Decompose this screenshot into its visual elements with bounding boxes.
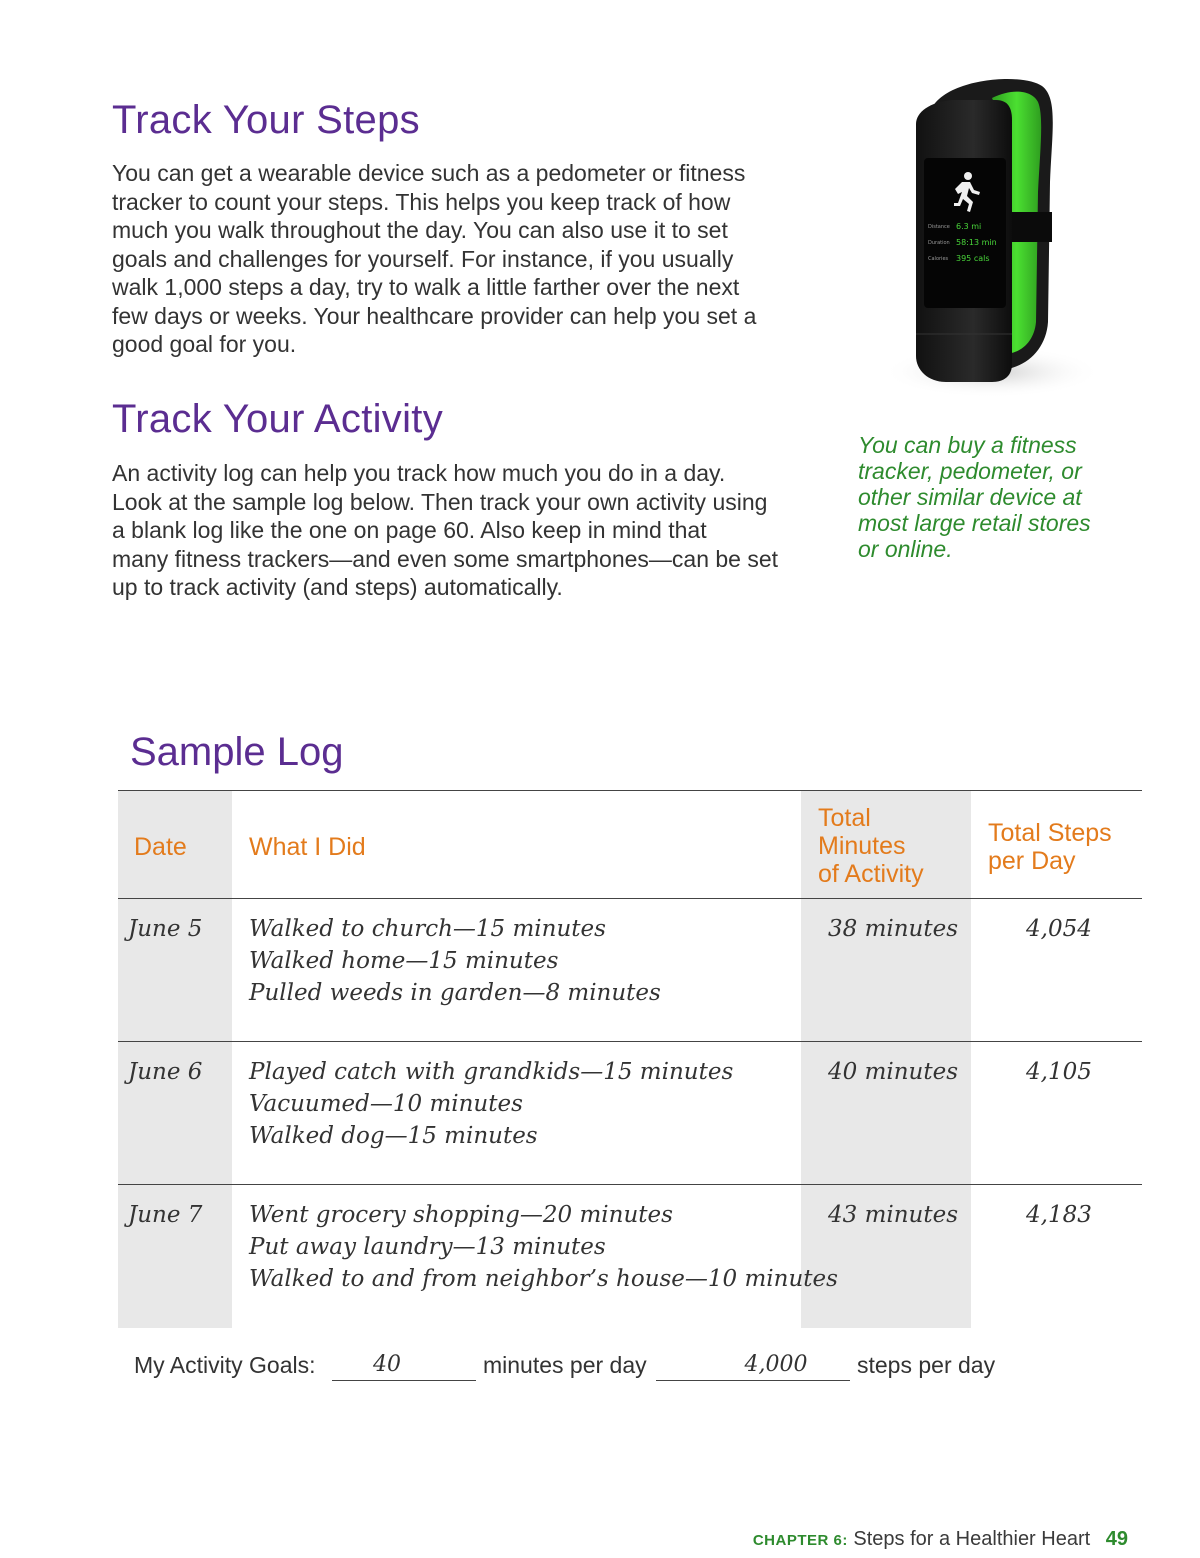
text-line: An activity log can help you track how much you do in a day. — [112, 460, 726, 486]
caption-line: most large retail stores — [858, 510, 1091, 536]
sample-log-title: Sample Log — [130, 730, 344, 774]
steps-goal-line — [656, 1380, 850, 1381]
header-what-i-did: What I Did — [249, 833, 366, 861]
text-line: walk 1,000 steps a day, try to walk a little farther over the next — [112, 274, 740, 300]
steps-goal-value: 4,000 — [744, 1352, 808, 1377]
text-line: Look at the sample log below. Then track your own activity using — [112, 488, 768, 515]
caption-line: tracker, pedometer, or — [858, 458, 1082, 484]
caption-line: or online. — [858, 536, 953, 562]
page-number: 49 — [1105, 1528, 1128, 1550]
caption-line: You can buy a fitness — [858, 432, 1077, 458]
header-date: Date — [134, 833, 187, 861]
footer-title: Steps for a Healthier Heart — [853, 1528, 1091, 1550]
activity-goals — [134, 1352, 1034, 1386]
footer-chapter: CHAPTER 6: — [752, 1532, 848, 1549]
text-line: few days or weeks. Your healthcare provider can help you set a — [112, 302, 757, 329]
row-total-minutes: 40 minutes — [828, 1059, 959, 1085]
table-header-row — [118, 790, 1142, 898]
text-line: tracker to count your steps. This helps you keep track of how — [112, 188, 731, 215]
fitness-tracker-image — [872, 72, 1104, 422]
caption-line: other similar device at — [858, 484, 1082, 510]
steps-suffix: steps per day — [857, 1352, 996, 1378]
distance-value: 6.3 mi — [956, 222, 982, 231]
header-total-steps: Total Steps per Day — [988, 819, 1112, 875]
row-date: June 5 — [128, 916, 203, 942]
page-footer — [753, 1528, 1128, 1551]
table-row — [118, 1184, 1142, 1328]
calories-label: Calories — [928, 256, 949, 262]
row-activities: Went grocery shopping—20 minutes Put away laundry—13 minutes Walked to and from neighbor’s house—10 minutes — [249, 1202, 838, 1292]
row-total-minutes: 38 minutes — [828, 916, 959, 942]
row-activities: Walked to church—15 minutes Walked home—15 minutes Pulled weeds in garden—8 minutes — [249, 916, 661, 1006]
row-total-steps: 4,183 — [1026, 1202, 1092, 1228]
text-line: a blank log like the one on page 60. Also keep in mind that — [112, 517, 707, 543]
row-total-minutes: 43 minutes — [828, 1202, 959, 1228]
text-line: many fitness trackers—and even some smartphones—can be set — [112, 545, 779, 572]
row-total-steps: 4,054 — [1026, 916, 1092, 942]
image-caption — [858, 432, 1118, 562]
table-row — [118, 1041, 1142, 1184]
row-date: June 6 — [128, 1059, 203, 1085]
paragraph-track-steps — [112, 159, 792, 359]
text-line: You can get a wearable device such as a pedometer or fitness — [112, 160, 746, 186]
text-line: good goal for you. — [112, 331, 297, 357]
duration-label: Duration — [928, 240, 950, 246]
row-date: June 7 — [128, 1202, 203, 1228]
minutes-suffix: minutes per day — [483, 1352, 647, 1378]
row-total-steps: 4,105 — [1026, 1059, 1092, 1085]
header-total-minutes: Total Minutes of Activity — [818, 804, 924, 888]
minutes-goal-line — [332, 1380, 476, 1381]
heading-track-activity: Track Your Activity — [112, 397, 444, 441]
goals-label: My Activity Goals: — [134, 1352, 316, 1378]
table-row — [118, 898, 1142, 1041]
minutes-goal-value: 40 — [373, 1352, 401, 1377]
distance-label: Distance — [928, 224, 950, 230]
text-line: goals and challenges for yourself. For instance, if you usually — [112, 245, 734, 272]
row-activities: Played catch with grandkids—15 minutes Vacuumed—10 minutes Walked dog—15 minutes — [249, 1059, 734, 1149]
duration-value: 58:13 min — [956, 238, 997, 247]
sample-log-table — [118, 790, 1142, 1328]
heading-track-steps: Track Your Steps — [112, 98, 420, 142]
text-line: much you walk throughout the day. You can also use it to set — [112, 217, 728, 243]
fitness-tracker-illustration — [872, 72, 1104, 422]
text-line: up to track activity (and steps) automatically. — [112, 574, 563, 600]
calories-value: 395 cals — [956, 254, 990, 263]
paragraph-track-activity — [112, 459, 792, 602]
